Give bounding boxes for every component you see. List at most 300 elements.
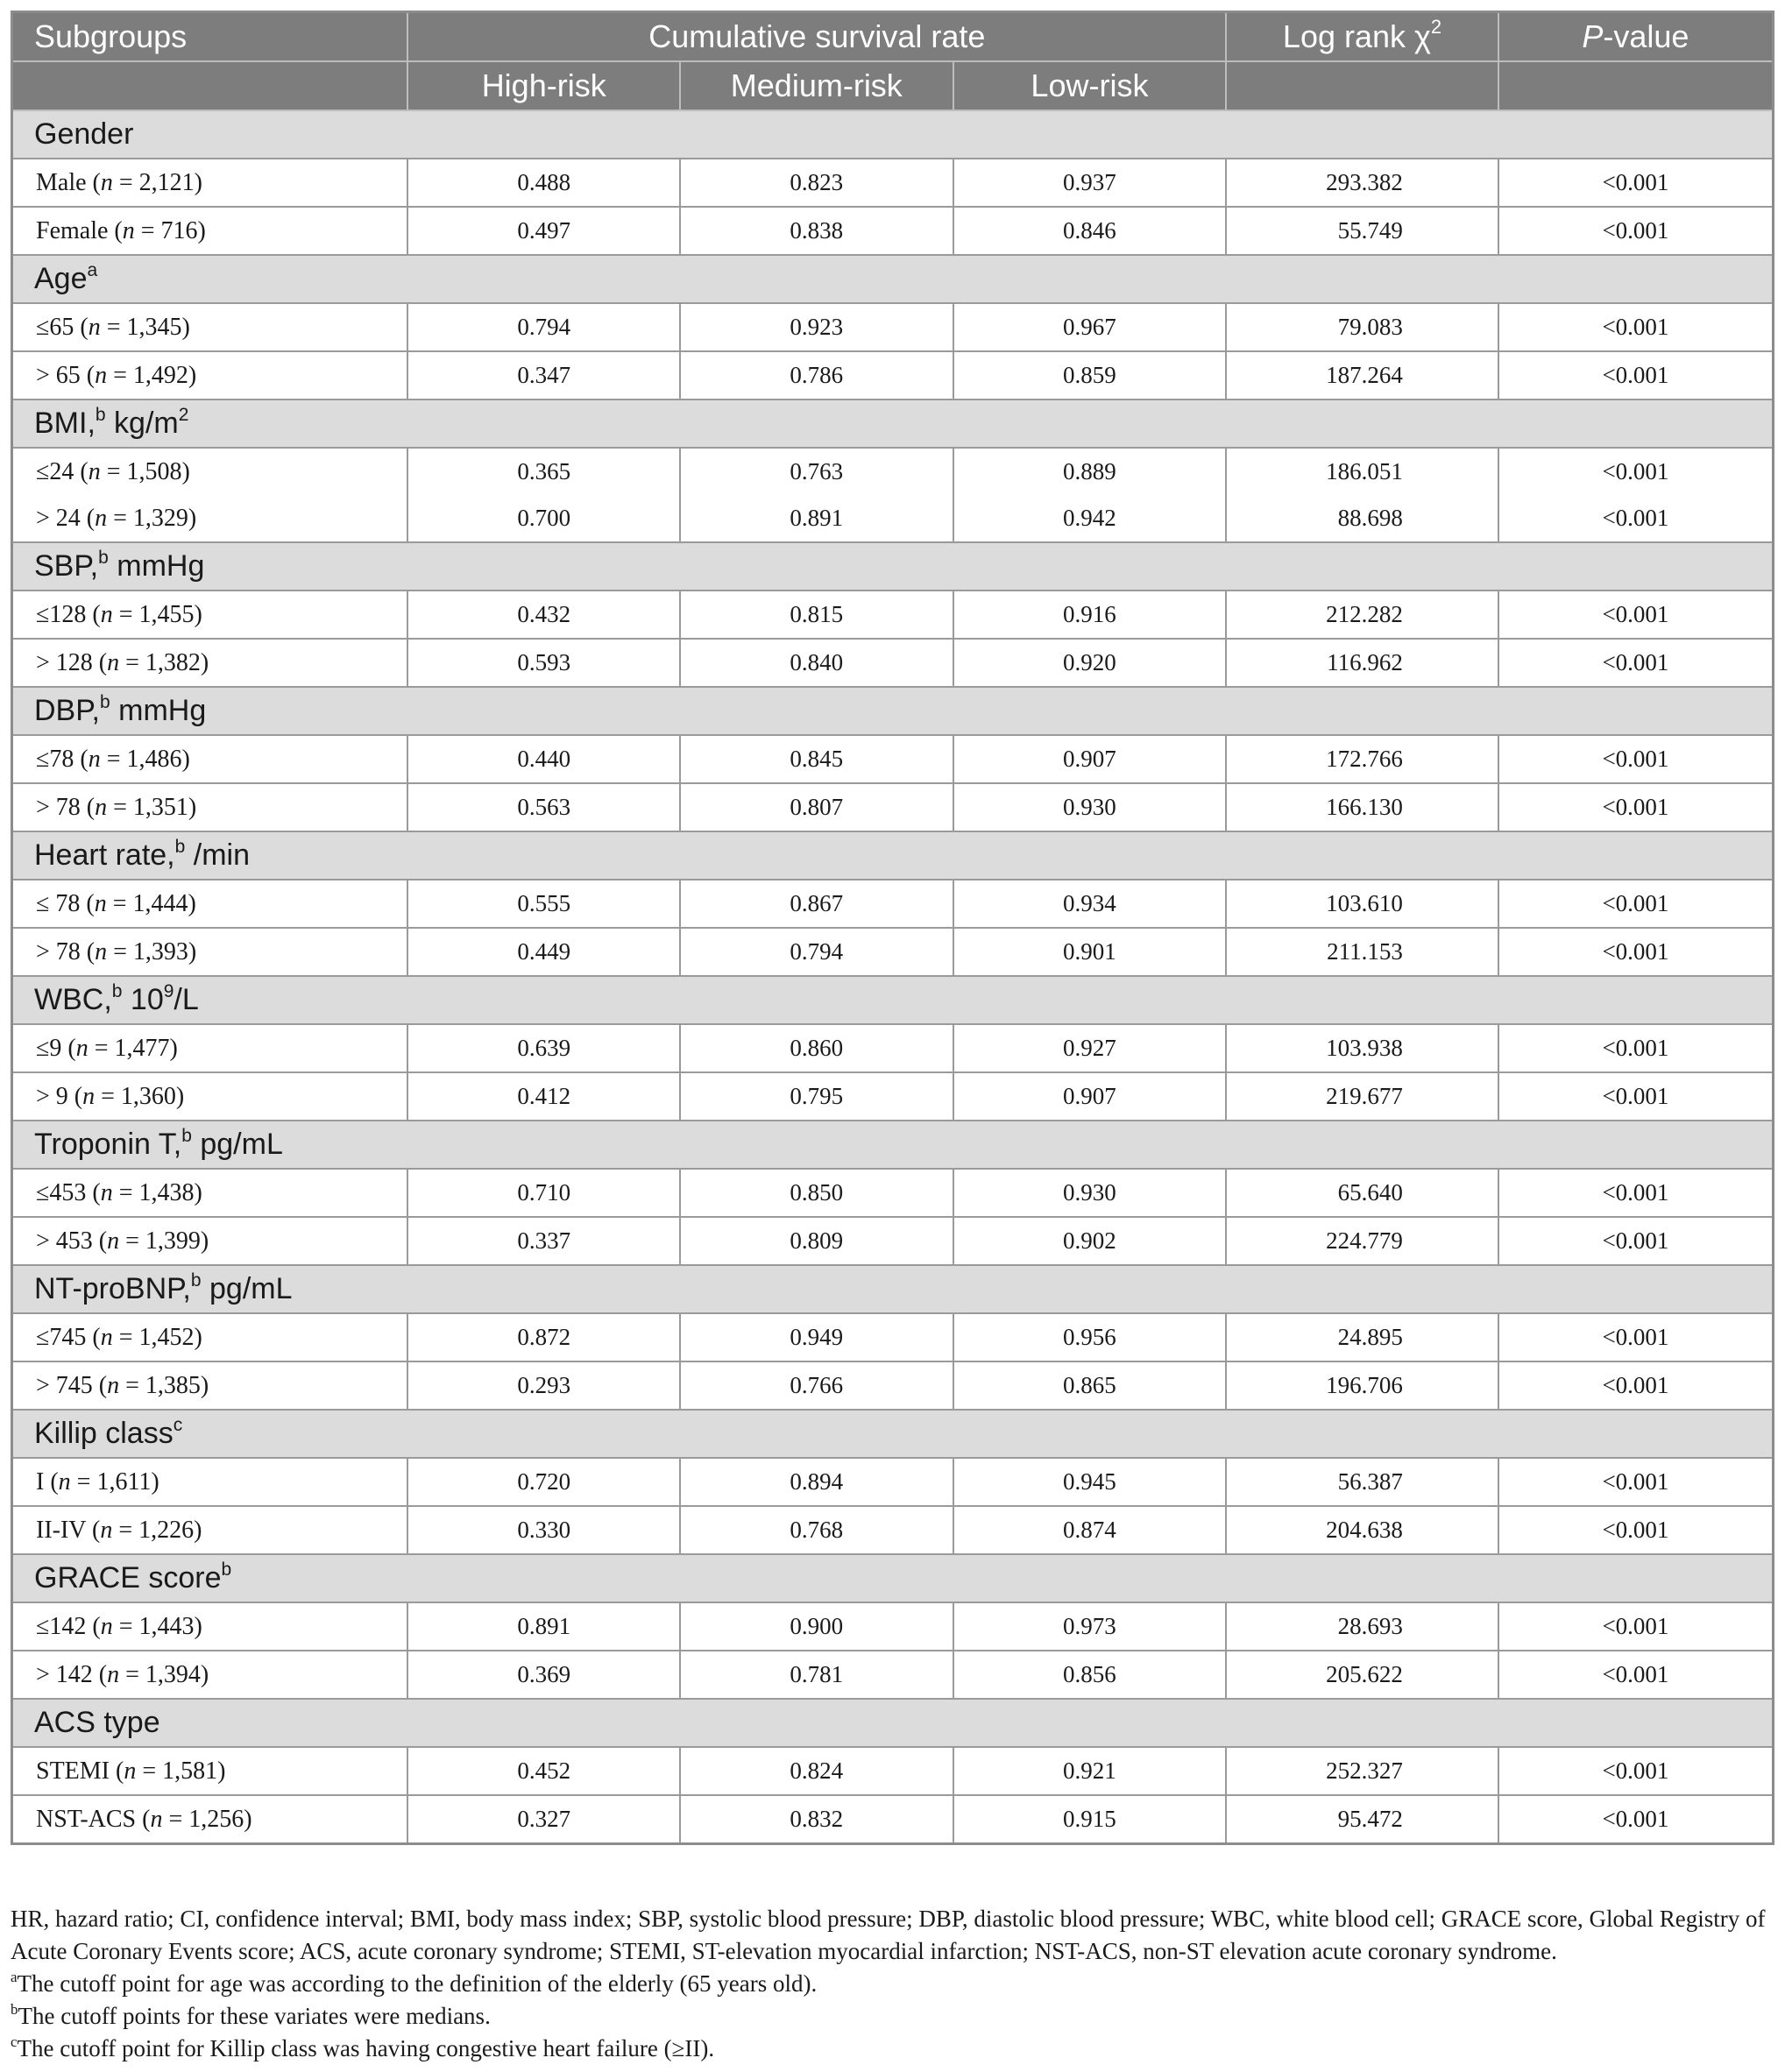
- group-header-row: [12, 687, 1774, 735]
- low-risk-value: 0.921: [953, 1747, 1227, 1795]
- logrank-value: 293.382: [1226, 159, 1498, 207]
- header-low-risk: Low-risk: [953, 61, 1227, 110]
- header-high-risk: High-risk: [407, 61, 680, 110]
- table-row: [12, 159, 1774, 207]
- table-row: [12, 1361, 1774, 1410]
- group-title: [12, 1410, 1774, 1458]
- table-row: [12, 928, 1774, 976]
- group-title: [12, 1121, 1774, 1169]
- subgroup-label-n: n: [88, 457, 101, 485]
- subgroup-label-pre: > 65 (: [36, 361, 96, 389]
- subgroup-label-n: n: [88, 313, 101, 341]
- header-p-rest: -value: [1603, 18, 1689, 54]
- logrank-value: 103.610: [1226, 880, 1498, 928]
- table-row: [12, 1072, 1774, 1121]
- subgroup-label-pre: ≤24 (: [36, 457, 89, 485]
- subgroup-label-pre: > 128 (: [36, 648, 108, 676]
- p-value: <0.001: [1498, 351, 1774, 400]
- medium-risk-value: 0.807: [680, 783, 953, 831]
- subgroup-label-n: n: [107, 648, 120, 676]
- subgroup-label-post: = 1,329): [107, 504, 197, 532]
- low-risk-value: 0.907: [953, 735, 1227, 783]
- header-medium-risk: Medium-risk: [680, 61, 953, 110]
- p-value: <0.001: [1498, 880, 1774, 928]
- high-risk-value: 0.452: [407, 1747, 680, 1795]
- p-value: <0.001: [1498, 1217, 1774, 1265]
- logrank-value: 211.153: [1226, 928, 1498, 976]
- low-risk-value: 0.907: [953, 1072, 1227, 1121]
- subgroup-label: [12, 1795, 408, 1844]
- group-title-unit: /min: [185, 838, 250, 872]
- p-value: <0.001: [1498, 495, 1774, 542]
- low-risk-value: 0.865: [953, 1361, 1227, 1410]
- group-title-sup: b: [174, 837, 186, 857]
- p-value: <0.001: [1498, 1169, 1774, 1217]
- group-title-text: Troponin T,: [34, 1128, 182, 1161]
- subgroup-label-n: n: [150, 1805, 163, 1833]
- logrank-value: 187.264: [1226, 351, 1498, 400]
- group-title-unit: pg/mL: [191, 1128, 283, 1161]
- header-blank-chi: [1226, 61, 1498, 110]
- subgroup-label-post: = 1,477): [88, 1034, 178, 1062]
- low-risk-value: 0.930: [953, 1169, 1227, 1217]
- group-header-row: [12, 831, 1774, 880]
- footnote-mark: a: [11, 1969, 18, 1985]
- table-row: [12, 1217, 1774, 1265]
- high-risk-value: 0.872: [407, 1313, 680, 1361]
- group-title-unit-sup: 2: [178, 405, 189, 425]
- group-title: [12, 542, 1774, 590]
- group-title-unit-tail: /L: [174, 983, 199, 1016]
- medium-risk-value: 0.840: [680, 639, 953, 687]
- group-title: [12, 1265, 1774, 1313]
- group-title-sup: b: [190, 1270, 202, 1291]
- subgroup-label: [12, 735, 408, 783]
- medium-risk-value: 0.850: [680, 1169, 953, 1217]
- table-row: [12, 1651, 1774, 1699]
- subgroup-label-post: = 1,508): [100, 457, 190, 485]
- subgroup-label: [12, 448, 408, 495]
- group-header-row: [12, 542, 1774, 590]
- p-value: <0.001: [1498, 448, 1774, 495]
- table-row: [12, 351, 1774, 400]
- table-body: [12, 110, 1774, 1844]
- subgroup-label-pre: ≤128 (: [36, 600, 101, 628]
- subgroup-label-n: n: [100, 1178, 113, 1206]
- group-title-sup: a: [87, 260, 98, 280]
- low-risk-value: 0.846: [953, 207, 1227, 255]
- subgroup-label: [12, 1602, 408, 1651]
- logrank-value: 224.779: [1226, 1217, 1498, 1265]
- logrank-value: 116.962: [1226, 639, 1498, 687]
- group-header-row: [12, 110, 1774, 159]
- p-value: <0.001: [1498, 928, 1774, 976]
- subgroup-label-n: n: [82, 1082, 96, 1110]
- table-row: [12, 639, 1774, 687]
- subgroup-label-post: = 1,360): [95, 1082, 185, 1110]
- medium-risk-value: 0.766: [680, 1361, 953, 1410]
- group-title: [12, 831, 1774, 880]
- logrank-value: 204.638: [1226, 1506, 1498, 1554]
- group-title-unit: kg/m: [105, 407, 179, 440]
- logrank-value: 205.622: [1226, 1651, 1498, 1699]
- group-title-text: ACS type: [34, 1706, 160, 1739]
- subgroup-label-n: n: [100, 1323, 113, 1351]
- footnote-notes: [11, 1968, 1774, 2065]
- footnote-abbreviations: HR, hazard ratio; CI, confidence interval; BMI, body mass index; SBP, systolic blood pressure; DBP, diastolic blood pressure; WBC, white blood cell; GRACE score, Global Registry of Acute Coronary Events score; ACS, acute coronary syndrome; STEMI, ST-elevation myocardial infarction; NST-ACS, non-ST elevation acute coronary syndrome.: [11, 1906, 1766, 1964]
- subgroup-label-post: = 1,486): [100, 745, 190, 773]
- medium-risk-value: 0.867: [680, 880, 953, 928]
- subgroup-label-post: = 1,256): [162, 1805, 252, 1833]
- group-title-sup: b: [99, 692, 110, 712]
- subgroup-label-post: = 2,121): [112, 168, 202, 196]
- header-logrank-sup: 2: [1430, 16, 1442, 38]
- logrank-value: 103.938: [1226, 1024, 1498, 1072]
- group-title-text: WBC,: [34, 983, 112, 1016]
- group-title-text: SBP,: [34, 549, 99, 583]
- footnote-text: The cutoff point for age was according to the definition of the elderly (65 years old).: [17, 1970, 818, 1997]
- table-row: [12, 1169, 1774, 1217]
- subgroup-label: [12, 303, 408, 351]
- group-header-row: [12, 1410, 1774, 1458]
- logrank-value: 196.706: [1226, 1361, 1498, 1410]
- p-value: <0.001: [1498, 1651, 1774, 1699]
- footnote-mark: b: [11, 2001, 18, 2018]
- logrank-value: 28.693: [1226, 1602, 1498, 1651]
- group-header-row: [12, 1554, 1774, 1602]
- high-risk-value: 0.488: [407, 159, 680, 207]
- high-risk-value: 0.330: [407, 1506, 680, 1554]
- table-row: [12, 590, 1774, 639]
- medium-risk-value: 0.900: [680, 1602, 953, 1651]
- high-risk-value: 0.794: [407, 303, 680, 351]
- group-header-row: [12, 255, 1774, 303]
- subgroup-label-pre: Male (: [36, 168, 101, 196]
- high-risk-value: 0.327: [407, 1795, 680, 1844]
- subgroup-label-post: = 1,455): [112, 600, 202, 628]
- medium-risk-value: 0.838: [680, 207, 953, 255]
- survival-table-container: [11, 11, 1774, 1845]
- group-title: [12, 1699, 1774, 1747]
- subgroup-label-n: n: [107, 1371, 120, 1399]
- subgroup-label: [12, 1747, 408, 1795]
- subgroup-label: [12, 1024, 408, 1072]
- table-header: [12, 12, 1774, 111]
- group-title-unit: mmHg: [108, 549, 205, 583]
- medium-risk-value: 0.809: [680, 1217, 953, 1265]
- medium-risk-value: 0.894: [680, 1458, 953, 1506]
- low-risk-value: 0.889: [953, 448, 1227, 495]
- subgroup-label-pre: ≤65 (: [36, 313, 89, 341]
- table-row: [12, 1313, 1774, 1361]
- medium-risk-value: 0.832: [680, 1795, 953, 1844]
- medium-risk-value: 0.815: [680, 590, 953, 639]
- subgroup-label-post: = 1,345): [100, 313, 190, 341]
- p-value: <0.001: [1498, 1361, 1774, 1410]
- high-risk-value: 0.700: [407, 495, 680, 542]
- subgroup-label-post: = 1,452): [112, 1323, 202, 1351]
- subgroup-label: [12, 207, 408, 255]
- group-title: [12, 255, 1774, 303]
- high-risk-value: 0.449: [407, 928, 680, 976]
- subgroup-label-n: n: [95, 361, 108, 389]
- table-row: [12, 495, 1774, 542]
- group-title-sup: b: [95, 405, 106, 425]
- subgroup-label-n: n: [100, 600, 113, 628]
- high-risk-value: 0.710: [407, 1169, 680, 1217]
- low-risk-value: 0.859: [953, 351, 1227, 400]
- subgroup-label-pre: > 78 (: [36, 793, 96, 821]
- table-row: [12, 1747, 1774, 1795]
- high-risk-value: 0.720: [407, 1458, 680, 1506]
- subgroup-label-post: = 1,399): [119, 1227, 209, 1255]
- subgroup-label-pre: > 142 (: [36, 1660, 108, 1688]
- low-risk-value: 0.902: [953, 1217, 1227, 1265]
- high-risk-value: 0.365: [407, 448, 680, 495]
- subgroup-label-pre: > 78 (: [36, 937, 96, 965]
- subgroup-label-post: = 1,226): [112, 1516, 202, 1544]
- subgroup-label-pre: I (: [36, 1467, 59, 1496]
- group-title-unit: mmHg: [110, 694, 207, 727]
- subgroup-label-post: = 1,394): [119, 1660, 209, 1688]
- group-title: [12, 400, 1774, 448]
- low-risk-value: 0.901: [953, 928, 1227, 976]
- group-title-unit: 10: [122, 983, 164, 1016]
- p-value: <0.001: [1498, 159, 1774, 207]
- subgroup-label: [12, 1169, 408, 1217]
- subgroup-label-pre: ≤453 (: [36, 1178, 101, 1206]
- table-row: [12, 1506, 1774, 1554]
- table-row: [12, 1458, 1774, 1506]
- low-risk-value: 0.874: [953, 1506, 1227, 1554]
- subgroup-label: [12, 783, 408, 831]
- high-risk-value: 0.563: [407, 783, 680, 831]
- high-risk-value: 0.891: [407, 1602, 680, 1651]
- table-row: [12, 783, 1774, 831]
- high-risk-value: 0.337: [407, 1217, 680, 1265]
- table-row: [12, 735, 1774, 783]
- low-risk-value: 0.856: [953, 1651, 1227, 1699]
- subgroup-label-post: = 1,351): [107, 793, 197, 821]
- subgroup-label-post: = 1,385): [119, 1371, 209, 1399]
- subgroup-label-pre: NST-ACS (: [36, 1805, 151, 1833]
- subgroup-label-pre: > 24 (: [36, 504, 96, 532]
- low-risk-value: 0.937: [953, 159, 1227, 207]
- group-title-text: Age: [34, 262, 88, 295]
- low-risk-value: 0.916: [953, 590, 1227, 639]
- medium-risk-value: 0.891: [680, 495, 953, 542]
- low-risk-value: 0.920: [953, 639, 1227, 687]
- high-risk-value: 0.440: [407, 735, 680, 783]
- subgroup-label-pre: ≤9 (: [36, 1034, 76, 1062]
- subgroup-label-n: n: [95, 793, 108, 821]
- group-title-text: Heart rate,: [34, 838, 175, 872]
- logrank-value: 166.130: [1226, 783, 1498, 831]
- footnote-b: [11, 2000, 1774, 2033]
- subgroup-label-pre: > 9 (: [36, 1082, 83, 1110]
- subgroup-label: [12, 1458, 408, 1506]
- subgroup-label-post: = 1,611): [70, 1467, 159, 1496]
- group-title: [12, 687, 1774, 735]
- medium-risk-value: 0.781: [680, 1651, 953, 1699]
- subgroup-label: [12, 159, 408, 207]
- logrank-value: 88.698: [1226, 495, 1498, 542]
- header-blank-p: [1498, 61, 1774, 110]
- low-risk-value: 0.945: [953, 1458, 1227, 1506]
- subgroup-label-pre: > 745 (: [36, 1371, 108, 1399]
- subgroup-label-post: = 1,393): [107, 937, 197, 965]
- subgroup-label-post: = 716): [134, 216, 206, 244]
- table-footnotes: [11, 1903, 1774, 2065]
- subgroup-label-post: = 1,382): [119, 648, 209, 676]
- subgroup-label-post: = 1,443): [112, 1612, 202, 1640]
- subgroup-label: [12, 1651, 408, 1699]
- p-value: <0.001: [1498, 735, 1774, 783]
- high-risk-value: 0.293: [407, 1361, 680, 1410]
- high-risk-value: 0.347: [407, 351, 680, 400]
- group-title-unit: pg/mL: [201, 1272, 293, 1305]
- group-title-text: BMI,: [34, 407, 96, 440]
- table-row: [12, 303, 1774, 351]
- subgroup-label-n: n: [75, 1034, 89, 1062]
- subgroup-label: [12, 1361, 408, 1410]
- medium-risk-value: 0.860: [680, 1024, 953, 1072]
- medium-risk-value: 0.794: [680, 928, 953, 976]
- subgroup-label-pre: STEMI (: [36, 1757, 124, 1785]
- p-value: <0.001: [1498, 1795, 1774, 1844]
- p-value: <0.001: [1498, 1024, 1774, 1072]
- subgroup-label: [12, 1506, 408, 1554]
- header-subgroups: Subgroups: [12, 12, 408, 62]
- header-logrank-text: Log rank χ: [1282, 18, 1431, 54]
- table-row: [12, 1024, 1774, 1072]
- subgroup-label-pre: ≤ 78 (: [36, 889, 95, 917]
- footnote-a: [11, 1968, 1774, 2000]
- medium-risk-value: 0.795: [680, 1072, 953, 1121]
- subgroup-label: [12, 495, 408, 542]
- header-p-italic: P: [1582, 18, 1604, 54]
- high-risk-value: 0.555: [407, 880, 680, 928]
- group-header-row: [12, 976, 1774, 1024]
- logrank-value: 56.387: [1226, 1458, 1498, 1506]
- footnote-text: The cutoff points for these variates were medians.: [18, 2003, 491, 2029]
- table-row: [12, 448, 1774, 495]
- p-value: <0.001: [1498, 303, 1774, 351]
- medium-risk-value: 0.923: [680, 303, 953, 351]
- low-risk-value: 0.915: [953, 1795, 1227, 1844]
- group-header-row: [12, 1121, 1774, 1169]
- subgroup-label-n: n: [100, 1612, 113, 1640]
- medium-risk-value: 0.949: [680, 1313, 953, 1361]
- subgroup-label-n: n: [95, 937, 108, 965]
- medium-risk-value: 0.763: [680, 448, 953, 495]
- subgroup-label-post: = 1,492): [107, 361, 197, 389]
- logrank-value: 219.677: [1226, 1072, 1498, 1121]
- subgroup-label: [12, 639, 408, 687]
- medium-risk-value: 0.823: [680, 159, 953, 207]
- group-title-sup: b: [98, 548, 109, 568]
- medium-risk-value: 0.845: [680, 735, 953, 783]
- p-value: <0.001: [1498, 639, 1774, 687]
- subgroup-label-pre: > 453 (: [36, 1227, 108, 1255]
- low-risk-value: 0.967: [953, 303, 1227, 351]
- medium-risk-value: 0.768: [680, 1506, 953, 1554]
- subgroup-label-n: n: [88, 745, 101, 773]
- p-value: <0.001: [1498, 1506, 1774, 1554]
- subgroup-label-pre: Female (: [36, 216, 123, 244]
- low-risk-value: 0.973: [953, 1602, 1227, 1651]
- subgroup-label-pre: II-IV (: [36, 1516, 101, 1544]
- logrank-value: 252.327: [1226, 1747, 1498, 1795]
- subgroup-label-n: n: [124, 1757, 137, 1785]
- group-header-row: [12, 1265, 1774, 1313]
- high-risk-value: 0.639: [407, 1024, 680, 1072]
- group-title-sup: c: [173, 1415, 183, 1435]
- subgroup-label-pre: ≤142 (: [36, 1612, 101, 1640]
- subgroup-label: [12, 351, 408, 400]
- high-risk-value: 0.593: [407, 639, 680, 687]
- logrank-value: 172.766: [1226, 735, 1498, 783]
- low-risk-value: 0.942: [953, 495, 1227, 542]
- table-row: [12, 207, 1774, 255]
- header-blank-left: [12, 61, 408, 110]
- subgroup-label: [12, 880, 408, 928]
- group-title: [12, 110, 1774, 159]
- subgroup-label-n: n: [58, 1467, 71, 1496]
- p-value: <0.001: [1498, 783, 1774, 831]
- group-title-sup: b: [221, 1559, 232, 1580]
- logrank-value: 79.083: [1226, 303, 1498, 351]
- group-header-row: [12, 400, 1774, 448]
- logrank-value: 186.051: [1226, 448, 1498, 495]
- header-cumulative-survival: Cumulative survival rate: [407, 12, 1226, 62]
- subgroup-label-n: n: [100, 1516, 113, 1544]
- group-title-text: Gender: [34, 117, 134, 151]
- table-row: [12, 880, 1774, 928]
- p-value: <0.001: [1498, 1313, 1774, 1361]
- low-risk-value: 0.927: [953, 1024, 1227, 1072]
- table-row: [12, 1795, 1774, 1844]
- subgroup-label-n: n: [122, 216, 135, 244]
- p-value: <0.001: [1498, 207, 1774, 255]
- survival-table: [11, 11, 1774, 1845]
- subgroup-label-n: n: [100, 168, 113, 196]
- medium-risk-value: 0.824: [680, 1747, 953, 1795]
- group-title-sup: b: [181, 1126, 192, 1146]
- p-value: <0.001: [1498, 590, 1774, 639]
- logrank-value: 55.749: [1226, 207, 1498, 255]
- subgroup-label-post: = 1,444): [106, 889, 196, 917]
- logrank-value: 24.895: [1226, 1313, 1498, 1361]
- subgroup-label-post: = 1,438): [112, 1178, 202, 1206]
- footnote-mark: c: [11, 2033, 18, 2050]
- low-risk-value: 0.930: [953, 783, 1227, 831]
- high-risk-value: 0.412: [407, 1072, 680, 1121]
- subgroup-label: [12, 1313, 408, 1361]
- group-title-unit-sup: 9: [163, 981, 174, 1001]
- header-pvalue: [1498, 12, 1774, 62]
- subgroup-label-pre: ≤745 (: [36, 1323, 101, 1351]
- header-logrank: [1226, 12, 1498, 62]
- footnote-text: The cutoff point for Killip class was having congestive heart failure (≥II).: [17, 2035, 715, 2061]
- subgroup-label: [12, 928, 408, 976]
- p-value: <0.001: [1498, 1602, 1774, 1651]
- group-header-row: [12, 1699, 1774, 1747]
- subgroup-label: [12, 590, 408, 639]
- subgroup-label-pre: ≤78 (: [36, 745, 89, 773]
- group-title-text: NT-proBNP,: [34, 1272, 191, 1305]
- low-risk-value: 0.934: [953, 880, 1227, 928]
